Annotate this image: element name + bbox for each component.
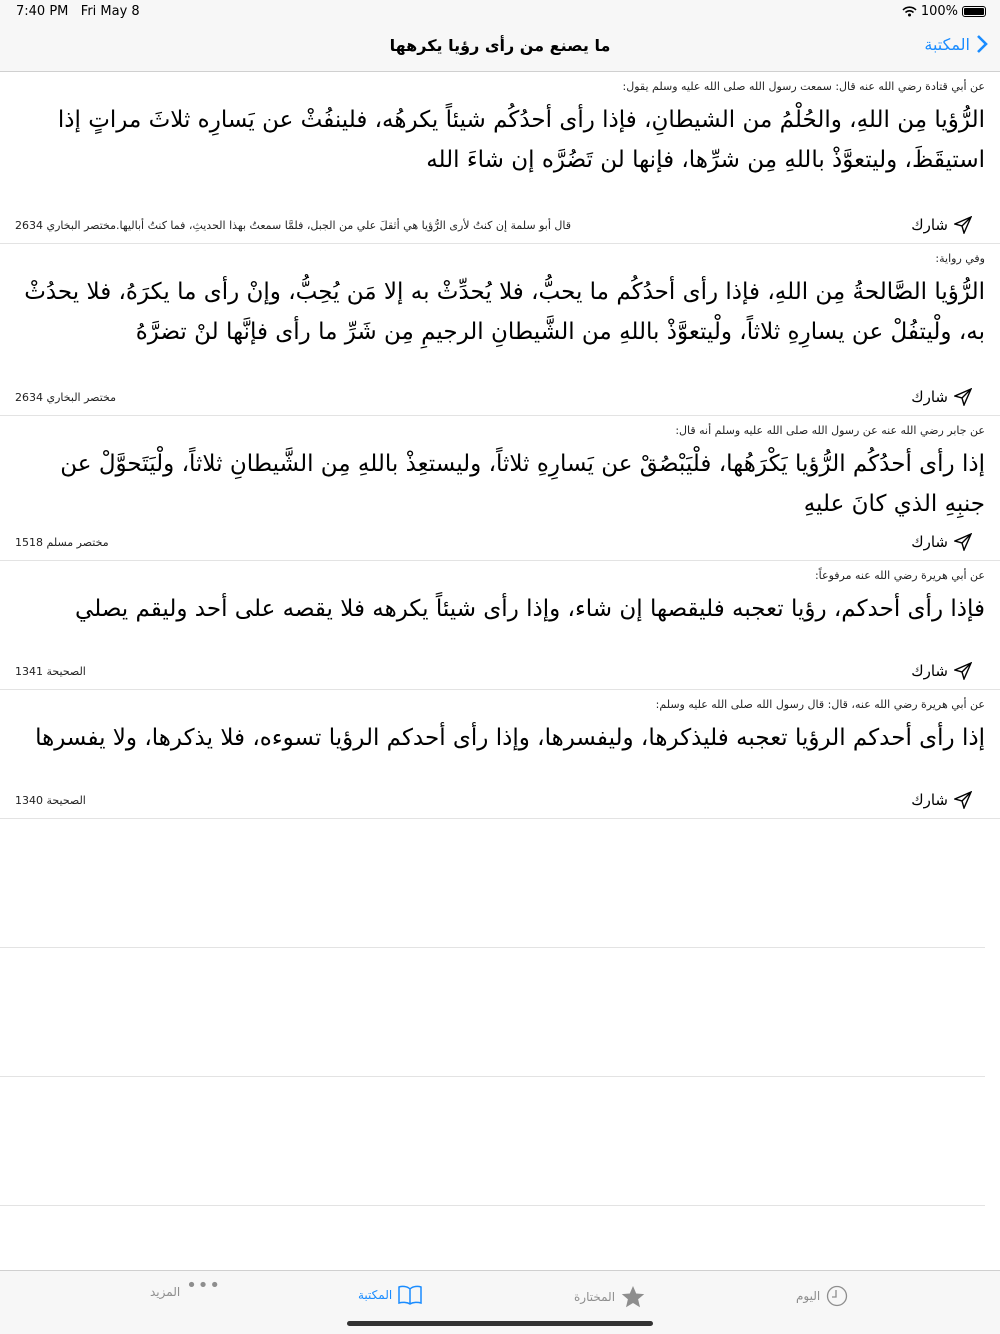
narrator: وفي رواية: [935,252,985,265]
battery-percent: 100% [920,4,958,19]
more-icon: ••• [186,1274,222,1296]
page-title: ما يصنع من رأى رؤيا يكرهها [389,36,611,55]
status-time: 7:40 PM Fri May 8 [16,4,140,19]
star-icon [621,1285,645,1309]
hadith-text: إذا رأى أحدكم الرؤيا تعجبه فليذكرها، وليفسرها، وإذا رأى أحدكم الرؤيا تسوءه، فلا يذكرها، ولا يفسرها [35,725,985,751]
tab-today[interactable] [796,1285,848,1307]
clock-icon [826,1285,848,1307]
tab-label: المختارة [574,1290,616,1304]
battery-icon [962,6,986,17]
empty-row [0,1077,985,1206]
share-button[interactable] [911,388,972,406]
source: الصحيحة 1341 [15,664,86,678]
hadith-text: الرُّؤيا مِن اللهِ، والحُلْمُ من الشيطانِ، فإذا رأى أحدُكُم شيئاً يكرهُه، فلينفُثْ عن يَسارِه ثلاثَ مراتٍ إذا استيقَظَ، وليتعوَّذْ باللهِ مِن شرِّها، فإنها لن تَضُرَّه إن شاءَ الله [57,107,985,173]
hadith-entry [0,72,1000,244]
share-button[interactable] [911,791,972,809]
hadith-entry [0,244,1000,416]
chevron-right-icon [976,34,988,54]
narrator: عن جابر رضي الله عنه عن رسول الله صلى الله عليه وسلم أنه قال: [675,424,985,437]
hadith-entry [0,416,1000,561]
send-icon [954,662,972,680]
hadith-text: فإذا رأى أحدكم، رؤيا تعجبه فليقصها إن شاء، وإذا رأى شيئاً يكرهه فلا يقصه على أحد وليقم يصلي [75,596,985,622]
source: قال أبو سلمة إن كنتُ لأرى الرُّؤيا هي أثقلَ علي من الجبل، فلمَّا سمعتُ بهذا الحديثِ، فما كنتُ أباليها.مختصر البخاري 2634 [15,218,572,232]
source: مختصر مسلم 1518 [15,535,109,549]
send-icon [954,388,972,406]
hadith-text: إذا رأى أحدُكُم الرُّؤيا يَكْرَهُها، فلْيَبْصُقْ عن يَسارِهِ ثلاثاً، وليستعِذْ باللهِ مِن الشَّيطانِ ثلاثاً، ولْيَتَحوَّلْ عن جنبِهِ الذي كانَ عليهِ [60,451,985,517]
share-label: شارك [911,662,948,680]
share-label: شارك [911,533,948,551]
tab-label: المزيد [150,1285,181,1299]
tab-featured[interactable] [574,1285,645,1309]
hadith-list [0,72,1000,1270]
home-indicator [347,1321,653,1326]
empty-row [0,819,985,948]
narrator: عن أبي هريرة رضي الله عنه، قال: قال رسول الله صلى الله عليه وسلم: [655,698,985,711]
send-icon [954,791,972,809]
source: مختصر البخاري 2634 [15,390,117,404]
narrator: عن أبي قتادة رضي الله عنه قال: سمعت رسول الله صلى الله عليه وسلم يقول: [622,80,985,93]
share-label: شارك [911,791,948,809]
narrator: عن أبي هريرة رضي الله عنه مرفوعاً: [814,569,985,582]
share-button[interactable] [911,533,972,551]
back-button[interactable] [924,34,988,54]
navigation-bar [0,22,1000,72]
share-button[interactable] [911,662,972,680]
tab-label: اليوم [796,1289,821,1303]
book-icon [398,1285,422,1305]
status-bar [0,0,1000,22]
share-label: شارك [911,216,948,234]
hadith-text: الرُّؤيا الصَّالحةُ مِن اللهِ، فإذا رأى أحدُكُم ما يحبُّ، فلا يُحدِّثْ به إلا مَن يُحِبُّ، وإنْ رأى ما يكرَهُ، فلا يحدُثْ به، ولْيتفُلْ عن يسارِهِ ثلاثاً، ولْيتعوَّذْ باللهِ من الشَّيطانِ الرجيمِ مِن شَرِّ ما رأى فإنَّها لنْ تضرَّهُ [24,279,985,345]
tab-label: المكتبة [358,1288,393,1302]
send-icon [954,216,972,234]
share-label: شارك [911,388,948,406]
tab-library[interactable] [358,1285,422,1305]
hadith-entry [0,561,1000,690]
source: الصحيحة 1340 [15,793,86,807]
wifi-icon [902,6,917,17]
share-button[interactable] [911,216,972,234]
hadith-entry [0,690,1000,819]
empty-row [0,948,985,1077]
send-icon [954,533,972,551]
tab-more[interactable] [150,1274,222,1299]
back-label: المكتبة [924,34,970,54]
